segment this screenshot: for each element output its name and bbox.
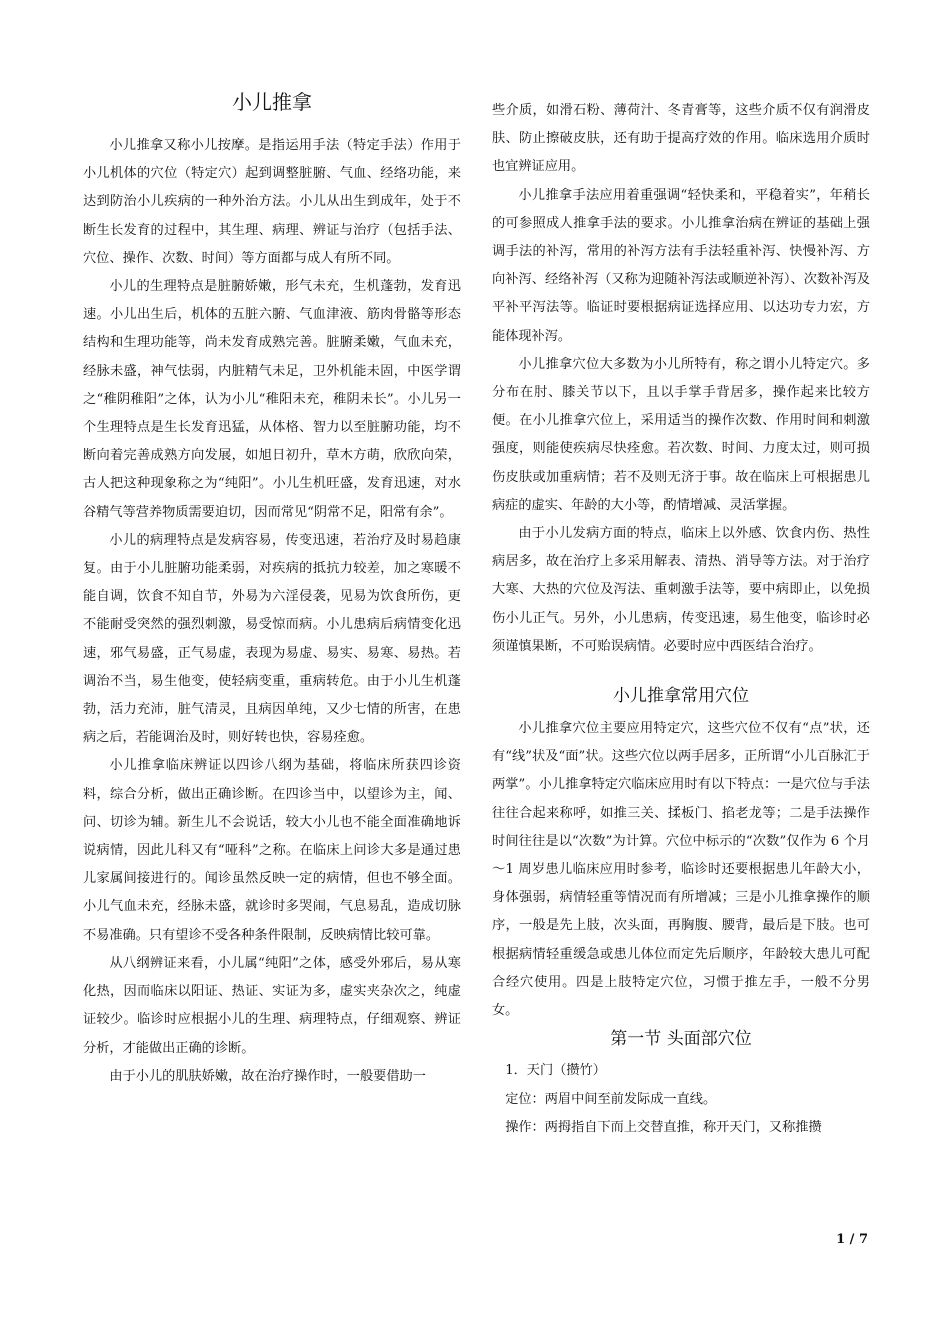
section-heading: 小儿推拿常用穴位 <box>613 686 749 707</box>
paragraph: 小儿推拿穴位大多数为小儿所特有，称之谓小儿特定穴。多分布在肘、膝关节以下，且以手掌手背居多，操作起来比较方便。在小儿推拿穴位上，采用适当的操作次数、作用时间和刺激强度，则能使疾病尽快痊愈。若次数、时间、力度太过，则可损伤皮肤或加重病情；若不及则无济于事。故在临床上可根据患儿病症的虚实、年龄的大小等，酌情增减、灵活掌握。 <box>492 356 870 513</box>
paragraph: 由于小儿发病方面的特点，临床上以外感、饮食内伤、热性病居多，故在治疗上多采用解表、清热、消导等方法。对于治疗大寒、大热的穴位及泻法、重刺激手法等，要中病即止，以免损伤小儿正气。另外，小儿患病，传变迅速，易生他变，临诊时必须谨慎果断，不可贻误病情。必要时应中西医结合治疗。 <box>492 526 870 654</box>
right-column <box>492 97 870 1142</box>
paragraph: 小儿的生理特点是脏腑娇嫩，形气未充，生机蓬勃，发育迅速。小儿出生后，机体的五脏六腑、气血津液、筋肉骨骼等形态结构和生理功能等，尚未发育成熟完善。脏腑柔嫩，气血未充，经脉未盛，神气怯弱，内脏精气未足，卫外机能未固，中医学谓之“稚阴稚阳”之体，认为小儿“稚阳未充，稚阴未长”。小儿另一个生理特点是生长发育迅猛，从体格、智力以至脏腑功能，均不断向着完善成熟方向发展，如旭日初升，草木方萌，欣欣向荣，古人把这种现象称之为“纯阳”。小儿生机旺盛，发育迅速，对水谷精气等营养物质需要迫切，因而常见“阴常不足，阳常有余”。 <box>83 279 461 520</box>
subsection-heading: 第一节 头面部穴位 <box>610 1029 752 1050</box>
left-column <box>83 88 461 1091</box>
paragraph: 小儿推拿临床辨证以四诊八纲为基础，将临床所获四诊资料，综合分析，做出正确诊断。在四诊当中，以望诊为主，闻、问、切诊为辅。新生儿不会说话，较大小儿也不能全面准确地诉说病情，因此儿科又有“哑科”之称。在临床上问诊大多是通过患儿家属间接进行的。闻诊虽然反映一定的病情，但也不够全面。小儿气血未充，经脉未盛，就诊时多哭闹，气息易乱，造成切脉不易准确。只有望诊不受各种条件限制，反映病情比较可靠。 <box>83 758 461 943</box>
list-item: 1．天门（攒竹） <box>505 1063 606 1079</box>
paragraph: 小儿推拿手法应用着重强调“轻快柔和，平稳着实”，年稍长的可参照成人推拿手法的要求。小儿推拿治病在辨证的基础上强调手法的补泻，常用的补泻方法有手法轻重补泻、快慢补泻、方向补泻、经络补泻（又称为迎随补泻法或顺逆补泻）、次数补泻及平补平泻法等。临证时要根据病证选择应用、以达功专力宏，方能体现补泻。 <box>492 187 870 344</box>
acupoint-list <box>492 1057 870 1142</box>
list-item: 操作：两拇指自下而上交替直推，称开天门，又称推攒 <box>505 1119 822 1135</box>
list-item: 定位：两眉中间至前发际成一直线。 <box>505 1091 717 1107</box>
page-number: 1 / 7 <box>836 1232 868 1247</box>
document-title: 小儿推拿 <box>232 90 312 114</box>
paragraph: 小儿推拿穴位主要应用特定穴，这些穴位不仅有“点”状，还有“线”状及“面”状。这些穴位以两手居多，正所谓“小儿百脉汇于两掌”。小儿推拿特定穴临床应用时有以下特点：一是穴位与手法往往合起来称呼，如推三关、揉板门、掐老龙等；二是手法操作时间往往是以“次数”为计算。穴位中标示的“次数”仅作为 6 个月～1 周岁患儿临床应用时参考，临诊时还要根据患儿年龄大小，身体强弱，病情轻重等情况而有所增减；三是小儿推拿操作的顺序，一般是先上肢，次头面，再胸腹、腰背，最后是下肢。也可根据病情轻重缓急或患儿体位而定先后顺序，年龄较大患儿可配合经穴使用。四是上肢特定穴位，习惯于推左手，一般不分男女。 <box>492 721 870 1019</box>
paragraph: 小儿推拿又称小儿按摩。是指运用手法（特定手法）作用于小儿机体的穴位（特定穴）起到调整脏腑、气血、经络功能，来达到防治小儿疾病的一种外治方法。小儿从出生到成年，处于不断生长发育的过程中，其生理、病理、辨证与治疗（包括手法、穴位、操作、次数、时间）等方面都与成人有所不同。 <box>83 138 461 266</box>
paragraph: 由于小儿的肌肤娇嫩，故在治疗操作时，一般要借助一 <box>109 1068 426 1084</box>
paragraph: 从八纲辨证来看，小儿属“纯阳”之体，感受外邪后，易从寒化热，因而临床以阳证、热证、实证为多，虚实夹杂次之，纯虚证较少。临诊时应根据小儿的生理、病理特点，仔细观察、辨证分析，才能做出正确的诊断。 <box>83 955 461 1056</box>
paragraph: 小儿的病理特点是发病容易，传变迅速，若治疗及时易趋康复。由于小儿脏腑功能柔弱，对疾病的抵抗力较差，加之寒暖不能自调，饮食不知自节，外易为六淫侵袭，见易为饮食所伤，更不能耐受突然的强烈刺激，易受惊而病。小儿患病后病情变化迅速，邪气易盛，正气易虚，表现为易虚、易实、易寒、易热。若调治不当，易生他变，使轻病变重，重病转危。由于小儿生机蓬勃，活力充沛，脏气清灵，且病因单纯，又少七情的所害，在患病之后，若能调治及时，则好转也快，容易痊愈。 <box>83 532 461 746</box>
paragraph: 些介质，如滑石粉、薄荷汁、冬青膏等，这些介质不仅有润滑皮肤、防止擦破皮肤，还有助于提高疗效的作用。临床选用介质时也宜辨证应用。 <box>492 103 870 175</box>
